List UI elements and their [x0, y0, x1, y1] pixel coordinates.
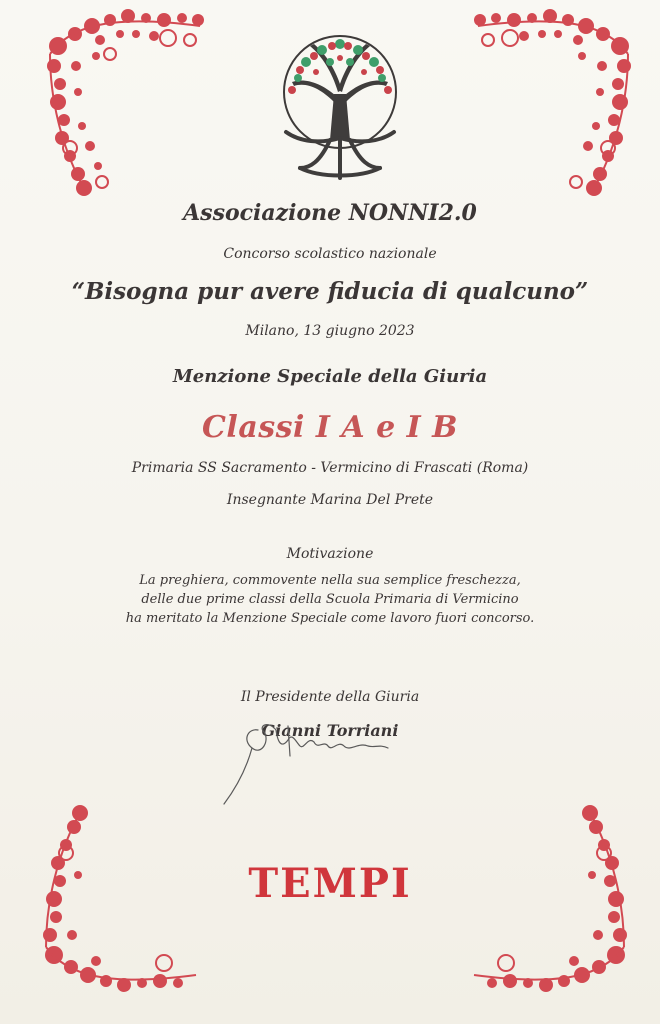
place-date: Milano, 13 giugno 2023	[245, 323, 415, 339]
recipient-teacher: Insegnante Marina Del Prete	[226, 492, 434, 508]
tree-of-life-icon	[270, 32, 410, 182]
contest-subtitle: Concorso scolastico nazionale	[223, 246, 437, 262]
motivation-line: La preghiera, commovente nella sua semplice freschezza,	[139, 573, 521, 588]
motivation-line: ha meritato la Menzione Speciale come lavoro fuori concorso.	[125, 611, 535, 626]
handwritten-signature	[218, 700, 398, 810]
recipient-school: Primaria SS Sacramento - Vermicino di Frascati (Roma)	[131, 460, 529, 476]
president-title: Il Presidente della Giuria	[240, 689, 420, 705]
contest-quote-title: “Bisogna pur avere fiducia di qualcuno”	[71, 278, 589, 305]
floral-corner-ornament	[468, 6, 638, 201]
recipient-classes: Classi I A e I B	[202, 410, 458, 445]
award-title: Menzione Speciale della Giuria	[172, 366, 488, 387]
association-title: Associazione NONNI2.0	[183, 200, 477, 226]
motivation-heading: Motivazione	[286, 546, 374, 562]
tempi-logo: TEMPI	[248, 860, 412, 907]
president-name: Gianni Torriani	[261, 721, 399, 740]
floral-corner-ornament	[40, 6, 210, 201]
motivation-line: delle due prime classi della Scuola Primaria di Vermicino	[141, 592, 519, 607]
